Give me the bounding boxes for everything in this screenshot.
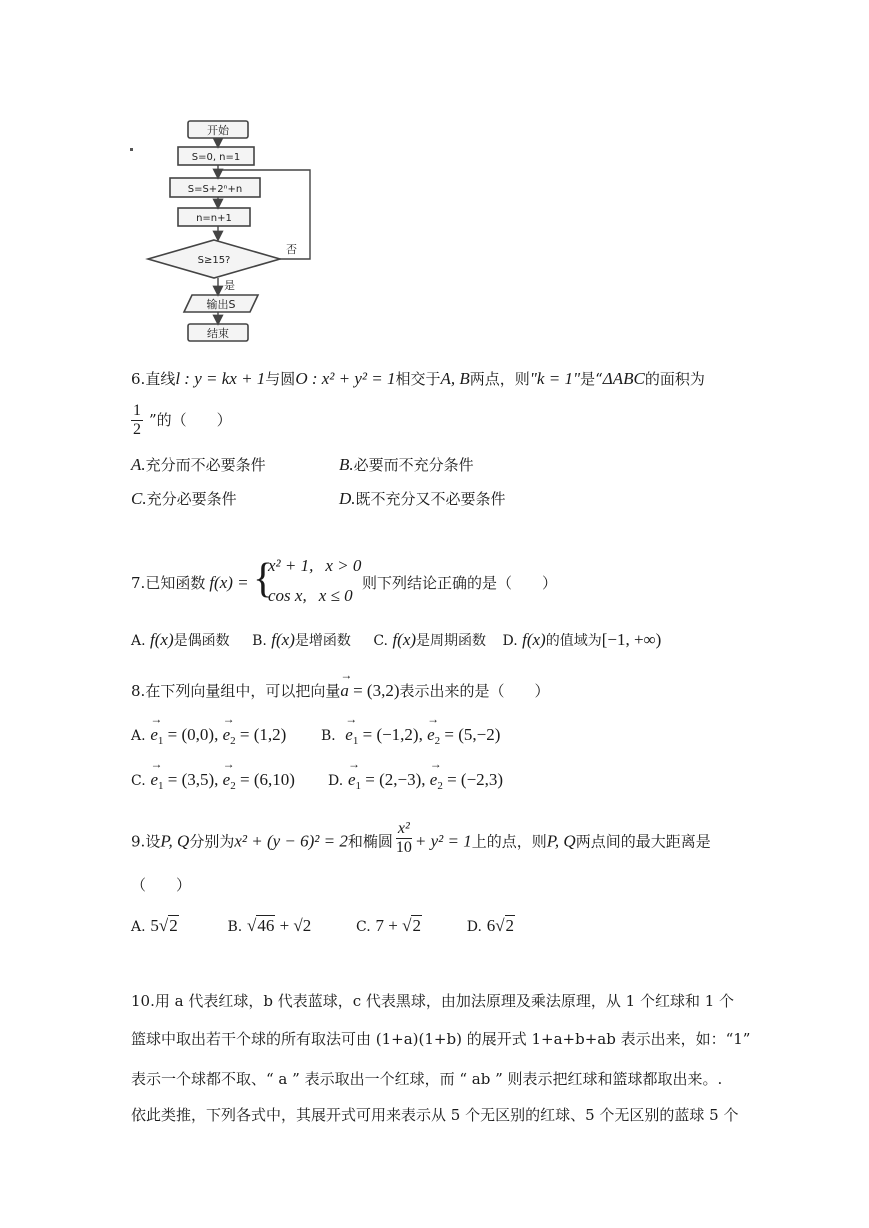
q9-option-b-label: B.: [227, 919, 243, 935]
q7-option-d-fx: f(x): [522, 630, 546, 649]
q9-option-c-pre: 7 +: [375, 916, 403, 935]
q8-option-d-label: D.: [328, 773, 344, 789]
q9-options: [131, 916, 515, 936]
q10-line3: 表示一个球都不取、“ a ” 表示取出一个红球，而 “ ab ” 则表示把红球和篮球都取出来。.: [131, 1070, 723, 1088]
flow-start-label: 开始: [207, 124, 229, 137]
q6-option-b-label: B.: [339, 455, 354, 474]
q6-line1: [131, 368, 705, 389]
q8-vector-a-value: = (3,2): [348, 681, 400, 700]
q8-vector-a: → a: [340, 681, 349, 701]
q6-option-d: [339, 488, 506, 509]
q8-option-d-e2: (−2,3): [460, 770, 504, 789]
q7-options: [131, 630, 661, 650]
q7-option-a-text: 是偶函数: [173, 633, 230, 649]
q7-option-c-text: 是周期函数: [416, 633, 487, 649]
q6-frac-den: 2: [133, 421, 141, 438]
q7-option-d-label: D.: [502, 633, 518, 649]
q7-option-d-text: 的值域为: [545, 633, 602, 649]
q8-option-b: B．→ $e_1 = (-1,2)$, → $e_2 = (5,-2)$: [321, 725, 500, 747]
q9-option-d-label: D.: [466, 919, 482, 935]
q7-option-a-fx: f(x): [150, 630, 174, 649]
q9-number: 9.: [131, 832, 146, 851]
q6-k-condition: "k = 1": [529, 369, 581, 388]
q6-option-c-text: 充分必要条件: [146, 490, 237, 508]
q7-option-c-fx: f(x): [392, 630, 417, 649]
q9-option-b: B. √46 + √2: [227, 916, 312, 935]
q7-case1: [268, 556, 361, 576]
q7-option-b: [252, 630, 351, 649]
q9-pq: P, Q: [160, 831, 190, 851]
q6-text1: 直线: [145, 370, 176, 388]
q10-line4: 依此类推，下列各式中，其展开式可用来表示从 5 个无区别的红球、5 个无区别的蓝球 5 个: [131, 1106, 739, 1124]
q6-line2: [131, 402, 232, 439]
q6-text2: 与圆: [265, 370, 296, 388]
q8-line1: [131, 680, 550, 701]
q6-frac-num: 1: [133, 402, 141, 419]
q7-option-a-label: A.: [131, 633, 146, 649]
q8-option-a-label: A.: [131, 728, 146, 744]
q6-fraction: [131, 402, 143, 439]
q9-option-c-label: C.: [356, 919, 371, 935]
q9-text3: 和椭圆: [347, 832, 393, 851]
flow-init-label: S=0, n=1: [191, 152, 241, 163]
q9-text4: 上的点，则: [471, 832, 547, 851]
q9-ell-num: x²: [396, 820, 412, 839]
q6-option-c: [131, 488, 237, 509]
q8-option-c-label: C.: [131, 773, 146, 789]
q7-case1-cond: x > 0: [325, 556, 362, 575]
q9-option-a-pre: 5: [150, 916, 159, 935]
q7-text2: 则下列结论正确的是（ ）: [362, 574, 558, 592]
q6-option-a: [131, 454, 266, 475]
q10-line2: 篮球中取出若干个球的所有取法可由 (1+a)(1+b) 的展开式 1+a+b+ab 表示出来，如：“1”: [131, 1030, 751, 1048]
q9-option-a: A. 5√2: [131, 916, 178, 935]
q6-circle-eq: O : x² + y² = 1: [295, 369, 396, 388]
q7-line1: [131, 572, 249, 593]
q6-number: 6.: [131, 370, 146, 388]
flowchart: [120, 112, 330, 352]
q8-option-d: D. → $e_1 = (2,-3)$, → $e_2 = (-2,3)$: [328, 770, 503, 792]
flow-condition-label: S≥15?: [197, 255, 231, 266]
q6-text6: 的面积为: [644, 370, 705, 388]
q9-paren: （ ）: [131, 876, 192, 894]
q9-text1: 设: [145, 832, 161, 851]
q7-option-c-label: C.: [373, 633, 388, 649]
q9-text2: 分别为: [189, 832, 235, 851]
flow-no-label: 否: [286, 243, 297, 256]
q7-text1: 已知函数: [145, 574, 206, 592]
q7-case2-expr: cos x,: [268, 586, 307, 605]
q8-option-a-e1: (0,0): [181, 725, 215, 744]
q8-option-b-e2: (5,−2): [458, 725, 501, 744]
q9-line1: [131, 820, 711, 861]
q7-case1-expr: x² + 1,: [268, 556, 314, 575]
q9-option-c: C. 7 + √2: [356, 916, 421, 935]
q8-option-b-e1: (−1,2): [376, 725, 419, 744]
q9-option-a-label: A.: [131, 919, 146, 935]
q8-option-b-label: B．: [321, 728, 346, 744]
q7-option-b-label: B.: [252, 633, 267, 649]
q6-option-a-label: A.: [131, 455, 146, 474]
q9-option-b-post: + √2: [275, 916, 312, 935]
q9-ell-den: 10: [395, 839, 412, 856]
q9-ell-rest: + y² = 1: [414, 831, 472, 851]
q6-option-b: [339, 454, 474, 475]
q6-line-eq: l : y = kx + 1: [175, 369, 266, 388]
q8-option-c: C. → $e_1 = (3,5)$, → $e_2 = (6,10)$: [131, 770, 295, 792]
q9-option-c-rad: 2: [412, 916, 421, 935]
q7-case2: [268, 586, 353, 606]
q8-option-a: A. → $e_1 = (0,0)$, → $e_2 = (1,2)$: [131, 725, 286, 747]
q7-option-b-text: 是增函数: [294, 633, 351, 649]
q6-option-d-label: D.: [339, 489, 356, 508]
q9-option-d-pre: 6: [486, 916, 496, 935]
q9-option-b-rad: 46: [257, 916, 275, 935]
q8-option-c-e1: (3,5): [181, 770, 215, 789]
q6-text5: 是“: [580, 370, 603, 388]
q7-brace: {: [253, 556, 274, 602]
flow-output-label: 输出S: [206, 298, 236, 311]
q6-points: A, B: [440, 369, 470, 388]
q9-option-a-rad: 2: [169, 916, 178, 935]
q6-option-c-label: C.: [131, 489, 147, 508]
q7-option-d-range: [−1, +∞): [601, 630, 662, 649]
flow-yes-label: 是: [224, 279, 235, 292]
q6-option-a-text: 充分而不必要条件: [145, 456, 266, 474]
flow-update-label: S=S+2ⁿ+n: [187, 184, 243, 195]
q9-option-d-rad: 2: [505, 916, 515, 935]
q6-text3: 相交于: [395, 370, 441, 388]
q7-option-a: [131, 630, 230, 649]
q10-line1: 10.用 a 代表红球，b 代表蓝球，c 代表黑球，由加法原理及乘法原理，从 1 个红球和 1 个: [131, 992, 735, 1010]
q7-fx: f(x) =: [209, 573, 249, 592]
q8-text1: 在下列向量组中，可以把向量: [145, 682, 341, 700]
q8-option-c-e2: (6,10): [253, 770, 295, 789]
q7-option-d: [502, 630, 662, 649]
q6-text4: 两点，则: [469, 370, 530, 388]
q6-option-d-text: 既不充分又不必要条件: [355, 490, 506, 508]
flow-increment-label: n=n+1: [196, 213, 232, 224]
q8-option-a-e2: (1,2): [253, 725, 287, 744]
q7-option-c: [373, 630, 487, 649]
q9-pq-2: P, Q: [546, 831, 576, 851]
q8-text2: 表示出来的是（ ）: [399, 682, 550, 700]
flow-end-label: 结束: [207, 327, 229, 340]
q9-text5: 两点间的最大距离是: [575, 832, 711, 851]
q9-circle: x² + (y − 6)² = 2: [234, 831, 348, 851]
q6-triangle: ΔABC: [602, 369, 645, 388]
q6-text7: ”的（ ）: [149, 410, 232, 429]
q9-ellipse-frac: [396, 820, 412, 857]
q8-option-d-e1: (2,−3): [379, 770, 422, 789]
q7-case2-cond: x ≤ 0: [318, 586, 353, 605]
q7-option-b-fx: f(x): [271, 630, 295, 649]
stray-dot: [130, 148, 133, 151]
q8-number: 8.: [131, 682, 146, 700]
q9-option-d: D. 6√2: [466, 916, 515, 935]
q7-number: 7.: [131, 574, 146, 592]
q6-option-b-text: 必要而不充分条件: [353, 456, 474, 474]
